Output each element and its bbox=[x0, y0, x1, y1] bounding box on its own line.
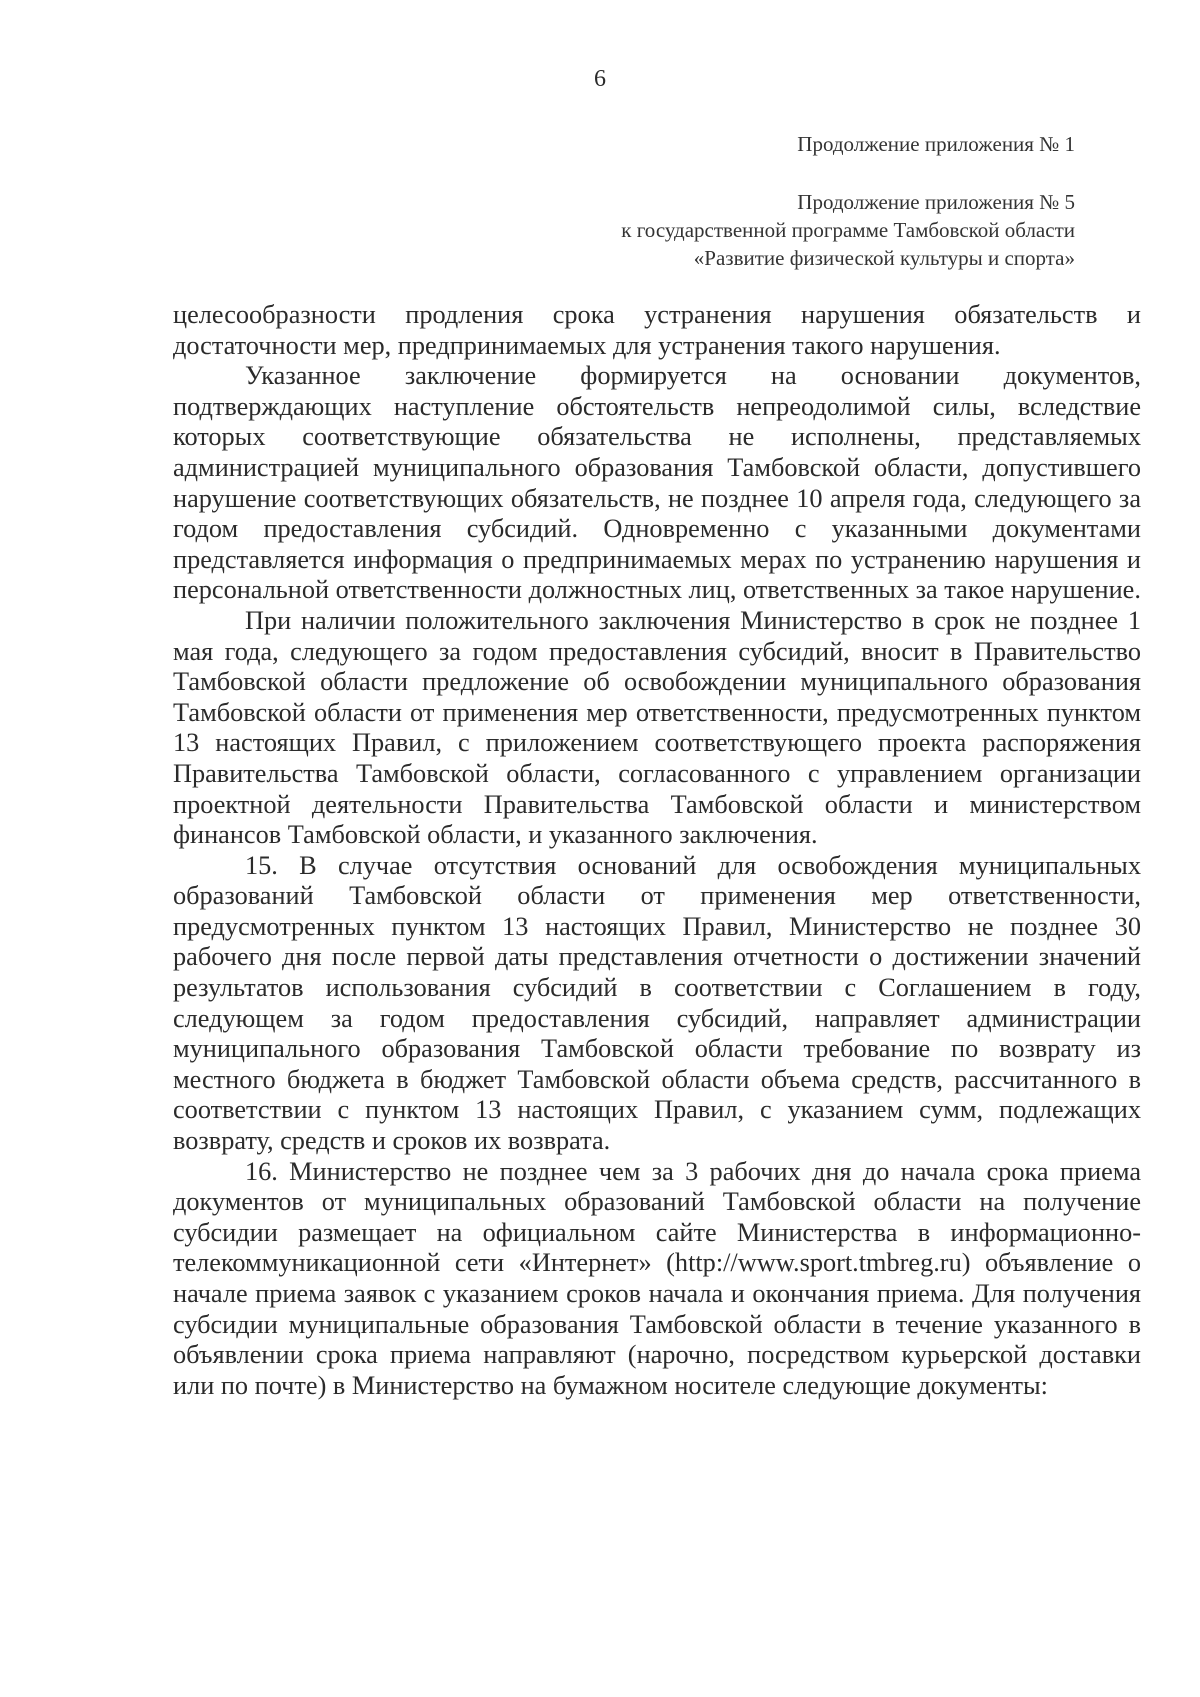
paragraph-clause-16: 16. Министерство не позднее чем за 3 рабочих дня до начала срока приема документов от муниципальных образований Тамбовской области на получение субсидии размещает на официальном сайте Министерства в информационно-телекоммуникационной сети «Интернет» (http://www.sport.tmbreg.ru) объявление о начале приема заявок с указанием сроков начала и окончания приема. Для получения субсидии муниципальные образования Тамбовской области в течение указанного в объявлении срока приема направляют (нарочно, посредством курьерской доставки или по почте) в Министерство на бумажном носителе следующие документы: bbox=[173, 1156, 1141, 1400]
paragraph-continuation: целесообразности продления срока устранения нарушения обязательств и достаточности мер, предпринимаемых для устранения такого нарушения. bbox=[173, 300, 1141, 360]
program-name: «Развитие физической культуры и спорта» bbox=[693, 246, 1075, 270]
paragraph-clause-15: 15. В случае отсутствия оснований для освобождения муниципальных образований Тамбовской области от применения мер ответственности, предусмотренных пунктом 13 настоящих Правил, Министерство не позднее 30 рабочего дня после первой даты представления отчетности о достижении значений результатов использования субсидий в соответствии с Соглашением в году, следующем за годом предоставления субсидий, направляет администрации муниципального образования Тамбовской области требование по возврату из местного бюджета в бюджет Тамбовской области объема средств, рассчитанного в соответствии с пунктом 13 настоящих Правил, с указанием сумм, подлежащих возврату, средств и сроков их возврата. bbox=[173, 850, 1141, 1156]
paragraph-conclusion-basis: Указанное заключение формируется на основании документов, подтверждающих наступление обстоятельств непреодолимой силы, вследствие которых соответствующие обязательства не исполнены, представляемых администрацией муниципального образования Тамбовской области, допустившего нарушение соответствующих обязательств, не позднее 10 апреля года, следующего за годом предоставления субсидий. Одновременно с указанными документами представляется информация о предпринимаемых мерах по устранению нарушения и персональной ответственности должностных лиц, ответственных за такое нарушение. bbox=[173, 361, 1141, 605]
page-number: 6 bbox=[594, 66, 606, 92]
program-reference: к государственной программе Тамбовской области bbox=[621, 218, 1075, 242]
appendix-continuation-header bbox=[797, 130, 1075, 158]
continuation-appendix-1: Продолжение приложения № 1 bbox=[797, 132, 1075, 156]
program-appendix-header bbox=[621, 188, 1075, 272]
paragraph-positive-conclusion: При наличии положительного заключения Министерство в срок не позднее 1 мая года, следующего за годом предоставления субсидий, вносит в Правительство Тамбовской области предложение об освобождении муниципального образования Тамбовской области от применения мер ответственности, предусмотренных пунктом 13 настоящих Правил, с приложением соответствующего проекта распоряжения Правительства Тамбовской области, согласованного с управлением организации проектной деятельности Правительства Тамбовской области и министерством финансов Тамбовской области, и указанного заключения. bbox=[173, 605, 1141, 850]
continuation-appendix-5: Продолжение приложения № 5 bbox=[797, 190, 1075, 214]
document-body bbox=[173, 300, 1141, 1401]
